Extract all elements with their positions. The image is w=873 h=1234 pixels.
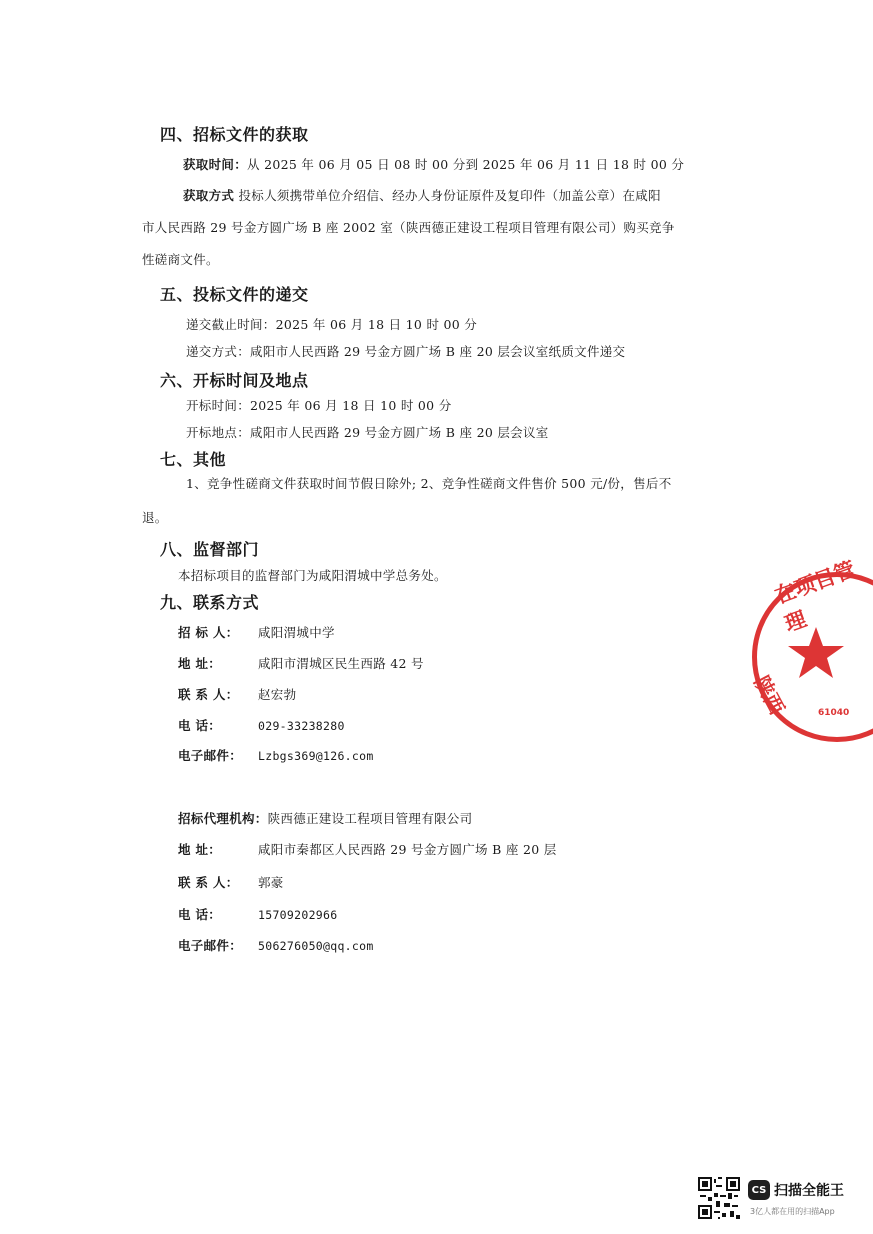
seal-number: 61040 bbox=[818, 708, 850, 718]
buyer-email-label: 电子邮件： bbox=[178, 748, 243, 763]
agency-name-line bbox=[178, 809, 472, 827]
sec4-method-text1: 投标人须携带单位介绍信、经办人身份证原件及复印件（加盖公章）在咸阳 bbox=[234, 188, 661, 203]
sec4-time-value: 从 2025 年 06 月 05 日 08 时 00 分到 2025 年 06 月 11 日 18 时 00 分 bbox=[247, 157, 685, 172]
agency-address-value: 咸阳市秦都区人民西路 29 号金方圆广场 B 座 20 层 bbox=[258, 842, 557, 857]
sec6-place-value: 咸阳市人民西路 29 号金方圆广场 B 座 20 层会议室 bbox=[250, 425, 549, 440]
buyer-contact-value: 赵宏勃 bbox=[258, 687, 297, 702]
agency-contact-line bbox=[178, 873, 284, 891]
seal-text-bottom: 陕西 bbox=[749, 671, 790, 719]
sec4-method-line3: 性磋商文件。 bbox=[142, 252, 219, 267]
agency-phone-line bbox=[178, 905, 337, 923]
sec6-time-line bbox=[186, 396, 452, 414]
section-8-heading: 八、监督部门 bbox=[160, 540, 260, 559]
agency-contact-label: 联 系 人： bbox=[178, 875, 239, 890]
sec5-method-value: 咸阳市人民西路 29 号金方圆广场 B 座 20 层会议室纸质文件递交 bbox=[250, 344, 626, 359]
seal-star-icon bbox=[786, 625, 846, 681]
section-9-heading: 九、联系方式 bbox=[160, 593, 260, 612]
section-7-heading: 七、其他 bbox=[160, 450, 227, 469]
sec7-line2: 退。 bbox=[142, 510, 168, 525]
buyer-contact-line bbox=[178, 685, 296, 703]
sec6-time-value: 2025 年 06 月 18 日 10 时 00 分 bbox=[250, 398, 452, 413]
scanner-logo-icon: CS bbox=[748, 1180, 770, 1200]
sec6-place-label: 开标地点： bbox=[186, 425, 251, 440]
scanner-brand: 扫描全能王 bbox=[774, 1183, 844, 1199]
buyer-phone-line bbox=[178, 716, 345, 734]
section-6-heading: 六、开标时间及地点 bbox=[160, 371, 309, 390]
sec8-line1: 本招标项目的监督部门为咸阳渭城中学总务处。 bbox=[178, 568, 447, 583]
agency-name-label: 招标代理机构： bbox=[178, 811, 268, 826]
buyer-phone-label: 电 话： bbox=[178, 718, 222, 733]
sec4-method-label: 获取方式 bbox=[183, 188, 235, 203]
sec4-time-line bbox=[183, 155, 684, 173]
seal-text-top: 在项目管理 bbox=[771, 557, 859, 637]
agency-phone-label: 电 话： bbox=[178, 907, 222, 922]
buyer-name-value: 咸阳渭城中学 bbox=[258, 625, 335, 640]
agency-email-line bbox=[178, 936, 374, 954]
sec4-method-line1 bbox=[183, 186, 661, 204]
sec4-method-line2: 市人民西路 29 号金方圆广场 B 座 2002 室（陕西德正建设工程项目管理有限公司）购买竞争 bbox=[142, 220, 675, 235]
agency-phone-value: 15709202966 bbox=[258, 908, 338, 922]
section-5-heading: 五、投标文件的递交 bbox=[160, 285, 309, 304]
qr-code-icon bbox=[698, 1177, 740, 1219]
agency-address-label: 地 址： bbox=[178, 842, 222, 857]
buyer-name-label: 招 标 人： bbox=[178, 625, 239, 640]
buyer-name-line bbox=[178, 623, 335, 641]
sec5-method-label: 递交方式： bbox=[186, 344, 251, 359]
agency-email-label: 电子邮件： bbox=[178, 938, 243, 953]
sec6-time-label: 开标时间： bbox=[186, 398, 251, 413]
sec4-time-label: 获取时间： bbox=[183, 157, 248, 172]
buyer-email-value: Lzbgs369@126.com bbox=[258, 749, 374, 763]
agency-contact-value: 郭豪 bbox=[258, 875, 284, 890]
agency-email-value: 506276050@qq.com bbox=[258, 939, 374, 953]
section-4-heading: 四、招标文件的获取 bbox=[160, 125, 309, 144]
sec7-line1: 1、竞争性磋商文件获取时间节假日除外; 2、竞争性磋商文件售价 500 元/份，售后不 bbox=[186, 476, 672, 491]
buyer-email-line bbox=[178, 746, 374, 764]
sec5-deadline-line bbox=[186, 315, 477, 333]
agency-name-value: 陕西德正建设工程项目管理有限公司 bbox=[267, 811, 473, 826]
sec5-method-line bbox=[186, 342, 625, 360]
buyer-phone-value: 029-33238280 bbox=[258, 719, 345, 733]
buyer-address-label: 地 址： bbox=[178, 656, 222, 671]
sec6-place-line bbox=[186, 423, 549, 441]
agency-address-line bbox=[178, 840, 557, 858]
buyer-address-line bbox=[178, 654, 424, 672]
buyer-address-value: 咸阳市渭城区民生西路 42 号 bbox=[258, 656, 424, 671]
sec5-deadline-label: 递交截止时间： bbox=[186, 317, 276, 332]
sec5-deadline-value: 2025 年 06 月 18 日 10 时 00 分 bbox=[275, 317, 478, 332]
buyer-contact-label: 联 系 人： bbox=[178, 687, 239, 702]
scanner-tagline: 3亿人都在用的扫描App bbox=[750, 1207, 835, 1216]
